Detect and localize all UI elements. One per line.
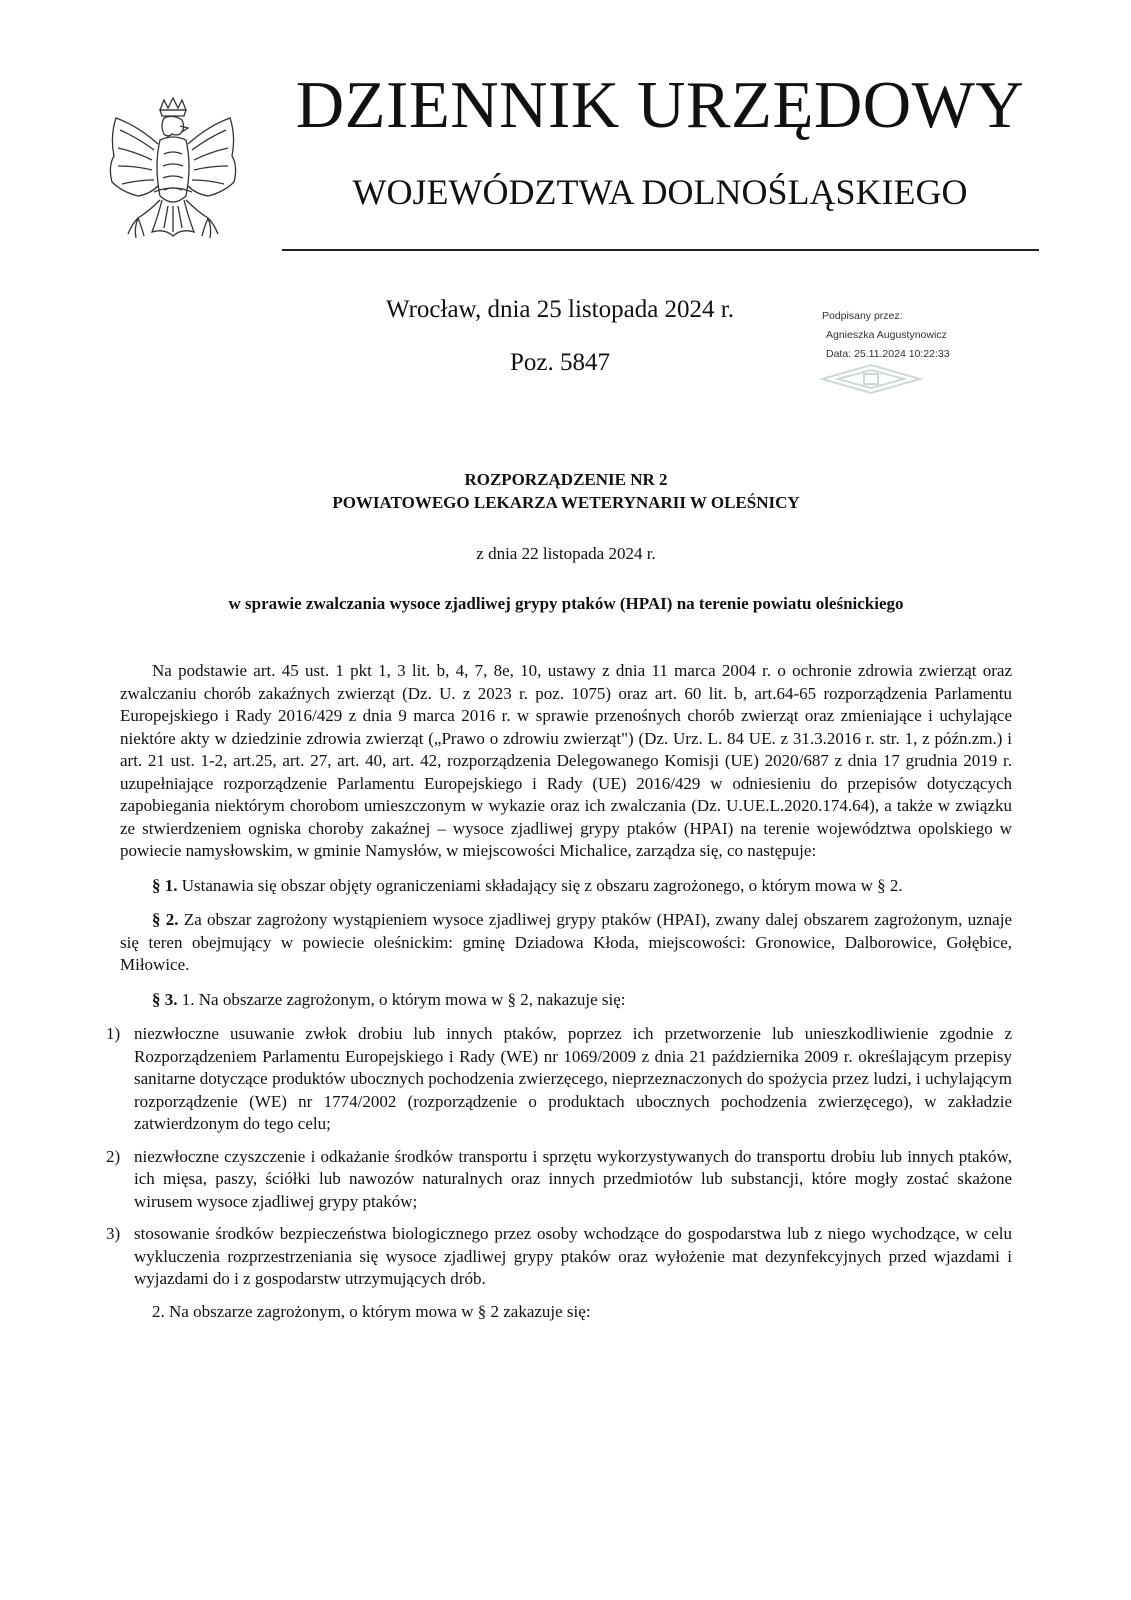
signature-signed-by: Podpisany przez: xyxy=(822,310,903,322)
list-item-number: 2) xyxy=(106,1146,121,1166)
paragraph-1-text: Ustanawia się obszar objęty ograniczeniami składający się z obszaru zagrożonego, o którym mowa w § 2. xyxy=(177,875,903,895)
list-item-text: niezwłoczne czyszczenie i odkażanie środków transportu i sprzętu wykorzystywanych do transportu drobiu lub innych ptaków, ich mięsa, paszy, ściółki lub nawozów naturalnych oraz innych przedmiotów lub substancji, które mogły zostać skażone wirusem wysoce zjadliwej grypy ptaków; xyxy=(134,1146,1012,1211)
regulation-title xyxy=(120,468,1012,514)
list-item-number: 3) xyxy=(106,1224,121,1243)
journal-title: DZIENNIK URZĘDOWY xyxy=(295,68,1025,142)
regulation-title-line1: ROZPORZĄDZENIE NR 2 xyxy=(464,470,668,489)
regulation-title-line2: POWIATOWEGO LEKARZA WETERYNARII W OLEŚNICY xyxy=(332,493,800,512)
paragraph-1 xyxy=(120,875,1012,898)
preamble: Na podstawie art. 45 ust. 1 pkt 1, 3 lit. b, 4, 7, 8e, 10, ustawy z dnia 11 marca 2004 r. o ochronie zdrowia zwierząt oraz zwalczaniu chorób zakaźnych zwierząt (Dz. U. z 2023 r. poz. 1075) oraz art. 60 lit. b, art.64-65 rozporządzenia Parlamentu Europejskiego i Rady 2016/429 z dnia 9 marca 2016 r. w sprawie przenośnych chorób zwierząt oraz zmieniające i uchylające niektóre akty w dziedzinie zdrowia zwierząt („Prawo o zdrowiu zwierząt") (Dz. Urz. L. 84 UE. z 31.3.2016 r. str. 1, z późn.zm.) i art. 21 ust. 1-2, art.25, art. 27, art. 40, art. 42, rozporządzenia Delegowanego Komisji (UE) 2020/687 z dnia 17 grudnia 2019 r. uzupełniające rozporządzenie Parlamentu Europejskiego i Rady (UE) 2016/429 w odniesieniu do przepisów dotyczących zapobiegania niektórym chorobom umieszczonym w wykazie oraz ich zwalczania (Dz. U.UE.L.2020.174.64), a także w związku ze stwierdzeniem ogniska choroby zakaźnej – wysoce zjadliwej grypy ptaków (HPAI) na terenie województwa opolskiego w powiecie namysłowskim, w gminie Namysłów, w miejscowości Michalice, zarządza się, co następuje: xyxy=(120,661,1012,860)
eagle-emblem-icon xyxy=(98,96,248,276)
paragraph-3-text: 1. Na obszarze zagrożonym, o którym mowa w § 2, nakazuje się: xyxy=(177,989,626,1009)
list-item-text: niezwłoczne usuwanie zwłok drobiu lub innych ptaków, poprzez ich przetworzenie lub unieszkodliwienie zgodnie z Rozporządzeniem Parlamentu Europejskiego i Rady (WE) nr 1069/2009 z dnia 21 października 2009 r. określającym przepisy sanitarne dotyczące produktów ubocznych pochodzenia zwierzęcego, nieprzeznaczonych do spożycia przez ludzi, i uchylającym rozporządzenie (WE) nr 1774/2002 (rozporządzenie o produktach ubocznych pochodzenia zwierzęcego), w zakładzie zatwierdzonym do tego celu; xyxy=(134,1024,1012,1133)
regulation-date: z dnia 22 listopada 2024 r. xyxy=(476,544,656,563)
regulation-subject: w sprawie zwalczania wysoce zjadliwej grypy ptaków (HPAI) na terenie powiatu oleśnickiego xyxy=(228,594,904,613)
signature-date: Data: 25.11.2024 10:22:33 xyxy=(826,348,950,360)
list-item-number: 1) xyxy=(106,1024,121,1043)
header-divider xyxy=(282,249,1039,251)
list-item-text: stosowanie środków bezpieczeństwa biologicznego przez osoby wchodzące do gospodarstwa lub z niego wychodzące, w celu wykluczenia rozprzestrzeniania się wysoce zjadliwej grypy ptaków oraz wyłożenie mat dezynfekcyjnych przed wjazdami i wyjazdami do i z gospodarstw utrzymujących drób. xyxy=(134,1224,1012,1288)
publication-date: Wrocław, dnia 25 listopada 2024 r. xyxy=(386,296,734,323)
journal-subtitle: WOJEWÓDZTWA DOLNOŚLĄSKIEGO xyxy=(352,172,968,212)
paragraph-2-mark: § 2. xyxy=(152,910,179,929)
list-item xyxy=(106,1023,1012,1136)
signature-stamp-icon xyxy=(818,362,924,396)
list-item xyxy=(106,1223,1012,1291)
paragraph-2-text: Za obszar zagrożony wystąpieniem wysoce zjadliwej grypy ptaków (HPAI), zwany dalej obszarem zagrożonym, uznaje się teren obejmujący w powiecie oleśnickim: gminę Dziadowa Kłoda, miejscowości: Gronowice, Dalborowice, Gołębice, Miłowice. xyxy=(120,910,1012,974)
paragraph-3-mark: § 3. xyxy=(152,989,178,1009)
point-2: 2. Na obszarze zagrożonym, o którym mowa w § 2 zakazuje się: xyxy=(152,1301,591,1321)
list-item xyxy=(106,1146,1012,1214)
regulation-body xyxy=(106,660,1012,1335)
paragraph-1-mark: § 1. xyxy=(152,875,178,895)
paragraph-3 xyxy=(120,989,1012,1012)
signature-name: Agnieszka Augustynowicz xyxy=(826,329,947,341)
digital-signature xyxy=(822,307,1002,364)
position-number: Poz. 5847 xyxy=(510,349,610,376)
paragraph-2 xyxy=(120,909,1012,977)
obligations-list xyxy=(106,1023,1012,1291)
